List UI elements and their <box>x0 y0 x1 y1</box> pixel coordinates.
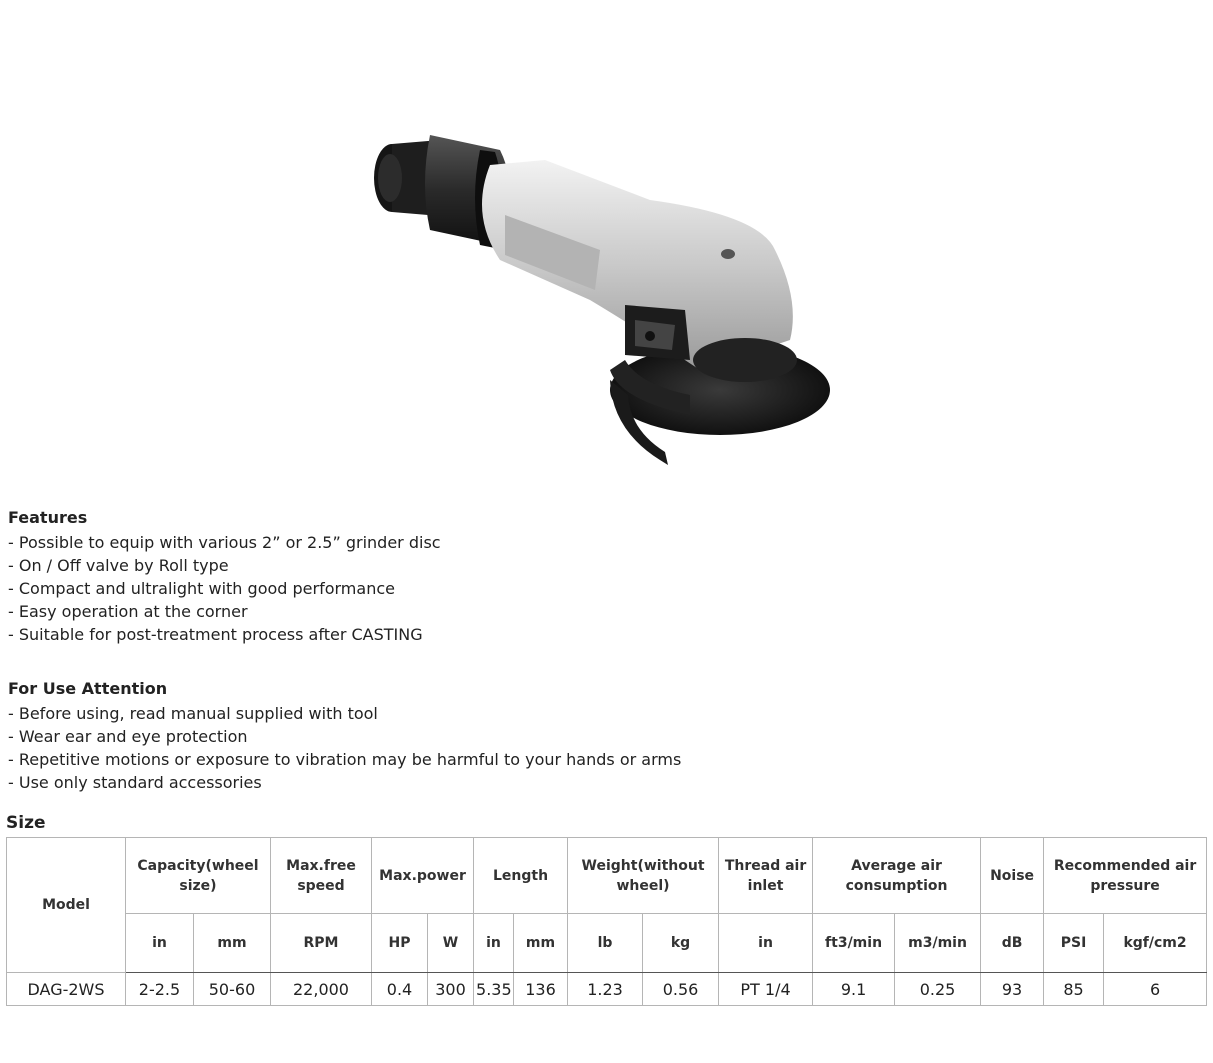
list-item: - Before using, read manual supplied with tool <box>8 702 681 725</box>
cell-wt-kg: 0.56 <box>643 973 719 1006</box>
cell-air-m: 0.25 <box>895 973 981 1006</box>
unit-speed: RPM <box>271 914 372 973</box>
unit-air-ft: ft3/min <box>813 914 895 973</box>
unit-noise: dB <box>981 914 1044 973</box>
attention-list <box>8 702 681 794</box>
list-item: - Possible to equip with various 2” or 2.5” grinder disc <box>8 531 441 554</box>
unit-len-in: in <box>474 914 514 973</box>
unit-wt-lb: lb <box>568 914 643 973</box>
cell-air-ft: 9.1 <box>813 973 895 1006</box>
cell-power-w: 300 <box>428 973 474 1006</box>
header-weight: Weight(without wheel) <box>568 838 719 914</box>
features-section <box>8 508 441 646</box>
list-item: - Easy operation at the corner <box>8 600 441 623</box>
list-item: - Use only standard accessories <box>8 771 681 794</box>
header-model: Model <box>7 838 126 973</box>
size-heading: Size <box>6 813 46 833</box>
list-item: - Compact and ultralight with good performance <box>8 577 441 600</box>
cell-thread: PT 1/4 <box>719 973 813 1006</box>
features-heading: Features <box>8 508 88 527</box>
list-item: - Repetitive motions or exposure to vibration may be harmful to your hands or arms <box>8 748 681 771</box>
table-row <box>7 973 1207 1006</box>
header-noise: Noise <box>981 838 1044 914</box>
cell-len-in: 5.35 <box>474 973 514 1006</box>
attention-heading: For Use Attention <box>8 679 168 698</box>
spec-table <box>6 837 1207 1006</box>
cell-model: DAG-2WS <box>7 973 126 1006</box>
header-speed: Max.free speed <box>271 838 372 914</box>
unit-cap-mm: mm <box>194 914 271 973</box>
header-pressure: Recommended air pressure <box>1044 838 1207 914</box>
unit-pres-kgf: kgf/cm2 <box>1104 914 1207 973</box>
unit-air-m: m3/min <box>895 914 981 973</box>
cell-power-hp: 0.4 <box>372 973 428 1006</box>
product-image <box>360 120 840 480</box>
unit-cap-in: in <box>126 914 194 973</box>
header-air: Average air consumption <box>813 838 981 914</box>
header-power: Max.power <box>372 838 474 914</box>
unit-power-w: W <box>428 914 474 973</box>
cell-cap-mm: 50-60 <box>194 973 271 1006</box>
header-length: Length <box>474 838 568 914</box>
unit-len-mm: mm <box>514 914 568 973</box>
features-list <box>8 531 441 646</box>
list-item: - Wear ear and eye protection <box>8 725 681 748</box>
cell-wt-lb: 1.23 <box>568 973 643 1006</box>
list-item: - On / Off valve by Roll type <box>8 554 441 577</box>
header-capacity: Capacity(wheel size) <box>126 838 271 914</box>
cell-len-mm: 136 <box>514 973 568 1006</box>
cell-cap-in: 2-2.5 <box>126 973 194 1006</box>
unit-wt-kg: kg <box>643 914 719 973</box>
unit-pres-psi: PSI <box>1044 914 1104 973</box>
unit-thread: in <box>719 914 813 973</box>
unit-power-hp: HP <box>372 914 428 973</box>
list-item: - Suitable for post-treatment process after CASTING <box>8 623 441 646</box>
cell-noise: 93 <box>981 973 1044 1006</box>
header-thread: Thread air inlet <box>719 838 813 914</box>
cell-speed: 22,000 <box>271 973 372 1006</box>
cell-pres-psi: 85 <box>1044 973 1104 1006</box>
attention-section <box>8 679 681 794</box>
cell-pres-kgf: 6 <box>1104 973 1207 1006</box>
